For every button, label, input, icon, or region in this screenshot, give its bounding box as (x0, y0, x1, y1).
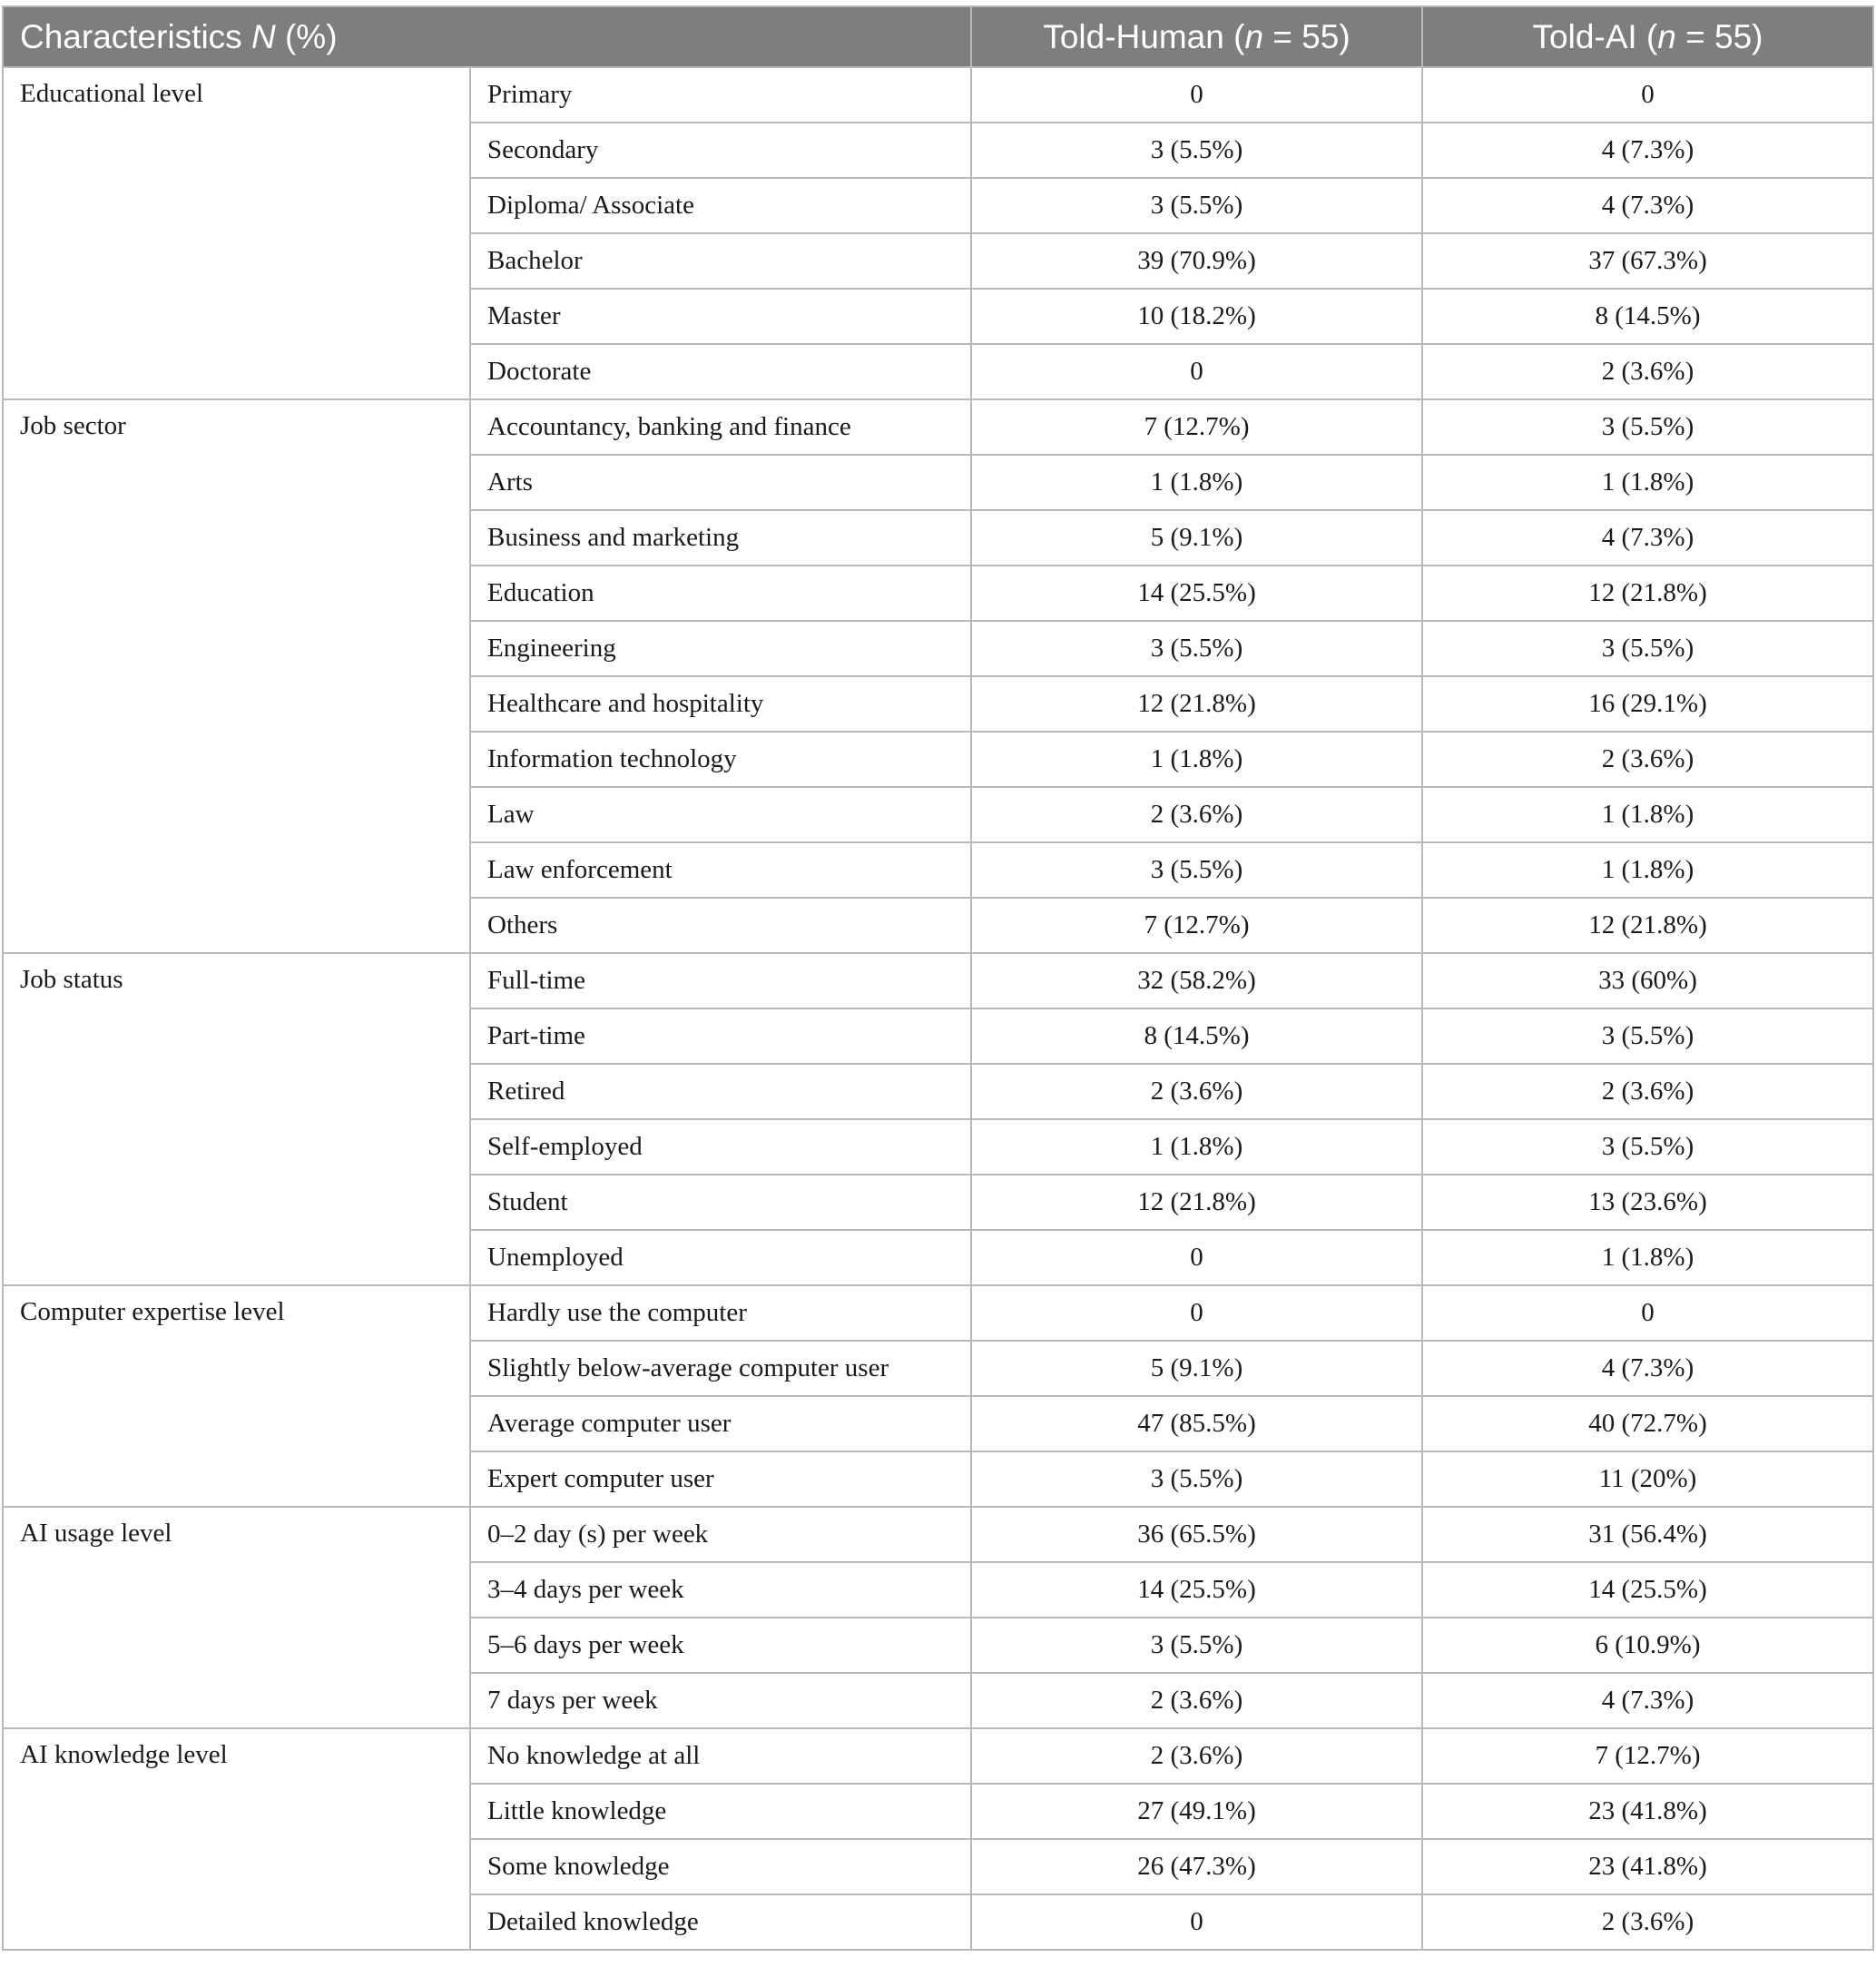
told-human-value: 3 (5.5%) (971, 1451, 1422, 1507)
told-ai-value: 37 (67.3%) (1422, 233, 1873, 289)
row-label: 0–2 day (s) per week (470, 1507, 971, 1562)
told-human-value: 14 (25.5%) (971, 1562, 1422, 1618)
told-human-value: 8 (14.5%) (971, 1008, 1422, 1064)
table-row (3, 1728, 1873, 1784)
characteristics-table (2, 5, 1874, 1951)
told-human-value: 36 (65.5%) (971, 1507, 1422, 1562)
table-row (3, 1507, 1873, 1562)
row-label: Law enforcement (470, 842, 971, 898)
table-row (3, 67, 1873, 123)
row-label: No knowledge at all (470, 1728, 971, 1784)
row-label: Student (470, 1175, 971, 1230)
told-human-value: 27 (49.1%) (971, 1784, 1422, 1839)
told-human-value: 2 (3.6%) (971, 787, 1422, 842)
group-label: Job status (3, 953, 470, 1285)
told-human-value: 7 (12.7%) (971, 898, 1422, 953)
told-human-value: 12 (21.8%) (971, 1175, 1422, 1230)
row-label: Average computer user (470, 1396, 971, 1451)
told-human-value: 3 (5.5%) (971, 178, 1422, 233)
group-label: Job sector (3, 399, 470, 953)
told-human-value: 3 (5.5%) (971, 842, 1422, 898)
header-row (3, 6, 1873, 67)
told-ai-value: 0 (1422, 67, 1873, 123)
told-ai-value: 1 (1.8%) (1422, 455, 1873, 510)
told-ai-value: 2 (3.6%) (1422, 344, 1873, 399)
row-label: Diploma/ Associate (470, 178, 971, 233)
told-human-value: 47 (85.5%) (971, 1396, 1422, 1451)
row-label: Law (470, 787, 971, 842)
told-ai-value: 3 (5.5%) (1422, 1008, 1873, 1064)
row-label: Doctorate (470, 344, 971, 399)
told-ai-value: 4 (7.3%) (1422, 123, 1873, 178)
told-human-value: 10 (18.2%) (971, 289, 1422, 344)
row-label: Business and marketing (470, 510, 971, 566)
row-label: Others (470, 898, 971, 953)
told-human-value: 26 (47.3%) (971, 1839, 1422, 1894)
told-ai-value: 7 (12.7%) (1422, 1728, 1873, 1784)
told-human-value: 0 (971, 1894, 1422, 1950)
told-ai-value: 2 (3.6%) (1422, 732, 1873, 787)
table-row (3, 953, 1873, 1008)
told-human-value: 2 (3.6%) (971, 1673, 1422, 1728)
told-human-value: 14 (25.5%) (971, 566, 1422, 621)
row-label: Retired (470, 1064, 971, 1119)
told-human-value: 0 (971, 1285, 1422, 1341)
row-label: Hardly use the computer (470, 1285, 971, 1341)
told-ai-value: 12 (21.8%) (1422, 566, 1873, 621)
row-label: Unemployed (470, 1230, 971, 1285)
told-ai-value: 4 (7.3%) (1422, 510, 1873, 566)
told-ai-value: 14 (25.5%) (1422, 1562, 1873, 1618)
told-ai-value: 4 (7.3%) (1422, 1673, 1873, 1728)
told-human-value: 12 (21.8%) (971, 676, 1422, 732)
header-characteristics: Characteristics N (%) (3, 6, 971, 67)
told-ai-value: 31 (56.4%) (1422, 1507, 1873, 1562)
row-label: Accountancy, banking and finance (470, 399, 971, 455)
row-label: Detailed knowledge (470, 1894, 971, 1950)
row-label: Little knowledge (470, 1784, 971, 1839)
row-label: Part-time (470, 1008, 971, 1064)
row-label: Self-employed (470, 1119, 971, 1175)
told-ai-value: 2 (3.6%) (1422, 1064, 1873, 1119)
row-label: 7 days per week (470, 1673, 971, 1728)
told-ai-value: 8 (14.5%) (1422, 289, 1873, 344)
told-human-value: 0 (971, 344, 1422, 399)
group-label: Educational level (3, 67, 470, 399)
row-label: Slightly below-average computer user (470, 1341, 971, 1396)
header-told-ai: Told-AI (n = 55) (1422, 6, 1873, 67)
told-ai-value: 40 (72.7%) (1422, 1396, 1873, 1451)
group-label: AI usage level (3, 1507, 470, 1728)
row-label: Education (470, 566, 971, 621)
row-label: Some knowledge (470, 1839, 971, 1894)
table-row (3, 399, 1873, 455)
row-label: 3–4 days per week (470, 1562, 971, 1618)
told-ai-value: 6 (10.9%) (1422, 1618, 1873, 1673)
row-label: Master (470, 289, 971, 344)
told-ai-value: 23 (41.8%) (1422, 1839, 1873, 1894)
table-row (3, 1285, 1873, 1341)
row-label: 5–6 days per week (470, 1618, 971, 1673)
told-ai-value: 4 (7.3%) (1422, 1341, 1873, 1396)
group-label: Computer expertise level (3, 1285, 470, 1507)
told-human-value: 39 (70.9%) (971, 233, 1422, 289)
row-label: Bachelor (470, 233, 971, 289)
told-ai-value: 0 (1422, 1285, 1873, 1341)
told-ai-value: 3 (5.5%) (1422, 399, 1873, 455)
told-human-value: 5 (9.1%) (971, 1341, 1422, 1396)
told-ai-value: 33 (60%) (1422, 953, 1873, 1008)
told-human-value: 2 (3.6%) (971, 1064, 1422, 1119)
told-ai-value: 13 (23.6%) (1422, 1175, 1873, 1230)
row-label: Primary (470, 67, 971, 123)
told-human-value: 0 (971, 1230, 1422, 1285)
row-label: Arts (470, 455, 971, 510)
told-human-value: 3 (5.5%) (971, 621, 1422, 676)
row-label: Engineering (470, 621, 971, 676)
told-human-value: 32 (58.2%) (971, 953, 1422, 1008)
row-label: Secondary (470, 123, 971, 178)
table-body (3, 67, 1873, 1950)
row-label: Full-time (470, 953, 971, 1008)
header-told-human: Told-Human (n = 55) (971, 6, 1422, 67)
told-ai-value: 3 (5.5%) (1422, 621, 1873, 676)
told-ai-value: 11 (20%) (1422, 1451, 1873, 1507)
told-ai-value: 1 (1.8%) (1422, 1230, 1873, 1285)
told-ai-value: 2 (3.6%) (1422, 1894, 1873, 1950)
told-human-value: 1 (1.8%) (971, 1119, 1422, 1175)
row-label: Information technology (470, 732, 971, 787)
told-human-value: 3 (5.5%) (971, 123, 1422, 178)
told-ai-value: 12 (21.8%) (1422, 898, 1873, 953)
told-human-value: 1 (1.8%) (971, 455, 1422, 510)
told-human-value: 2 (3.6%) (971, 1728, 1422, 1784)
told-ai-value: 3 (5.5%) (1422, 1119, 1873, 1175)
told-ai-value: 1 (1.8%) (1422, 787, 1873, 842)
told-human-value: 1 (1.8%) (971, 732, 1422, 787)
told-human-value: 5 (9.1%) (971, 510, 1422, 566)
told-ai-value: 23 (41.8%) (1422, 1784, 1873, 1839)
told-ai-value: 4 (7.3%) (1422, 178, 1873, 233)
told-human-value: 3 (5.5%) (971, 1618, 1422, 1673)
row-label: Expert computer user (470, 1451, 971, 1507)
told-ai-value: 1 (1.8%) (1422, 842, 1873, 898)
told-human-value: 0 (971, 67, 1422, 123)
row-label: Healthcare and hospitality (470, 676, 971, 732)
group-label: AI knowledge level (3, 1728, 470, 1950)
told-ai-value: 16 (29.1%) (1422, 676, 1873, 732)
told-human-value: 7 (12.7%) (971, 399, 1422, 455)
